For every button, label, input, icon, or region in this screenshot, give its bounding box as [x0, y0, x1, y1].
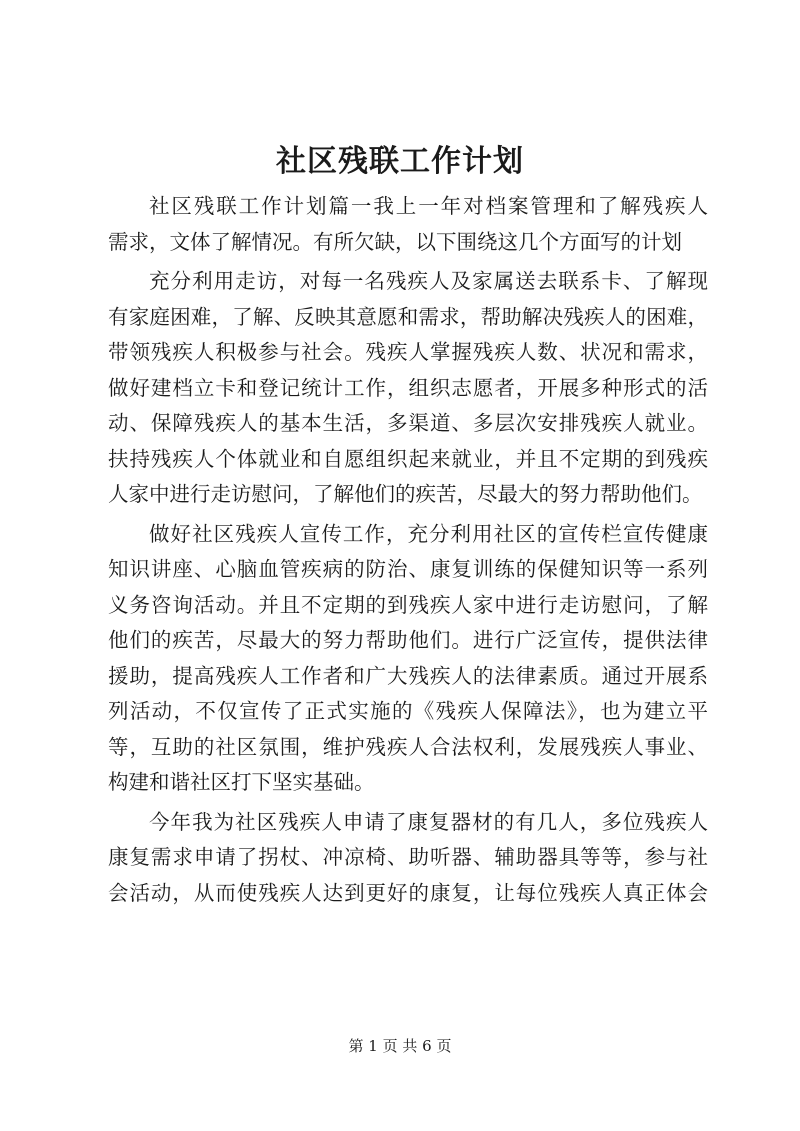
paragraph-line: 需求，文体了解情况。有所欠缺，以下围绕这几个方面写的计划	[108, 229, 682, 254]
document-body	[108, 189, 708, 915]
paragraph-line: 带领残疾人积极参与社会。残疾人掌握残疾人数、状况和需求，	[108, 340, 708, 364]
paragraph-line: 他们的疾苦，尽最大的努力帮助他们。进行广泛宣传，提供法律	[108, 628, 708, 652]
paragraph-line: 康复需求申请了拐杖、冲凉椅、助听器、辅助器具等等，参与社	[108, 845, 708, 869]
paragraph-3	[108, 517, 708, 801]
paragraph-line: 今年我为社区残疾人申请了康复器材的有几人，多位残疾人	[149, 809, 708, 834]
paragraph-line: 扶持残疾人个体就业和自愿组织起来就业，并且不定期的到残疾	[108, 446, 708, 471]
paragraph-line: 构建和谐社区打下坚实基础。	[108, 770, 375, 794]
paragraph-line: 有家庭困难，了解、反映其意愿和需求，帮助解决残疾人的困难，	[108, 304, 708, 329]
document-title: 社区残联工作计划	[276, 144, 524, 179]
paragraph-1	[108, 189, 708, 260]
paragraph-line: 做好建档立卡和登记统计工作，组织志愿者，开展多种形式的活	[108, 375, 708, 400]
paragraph-line: 动、保障残疾人的基本生活，多渠道、多层次安排残疾人就业。	[108, 411, 708, 435]
paragraph-line: 社区残联工作计划篇一我上一年对档案管理和了解残疾人	[149, 194, 708, 218]
paragraph-line: 会活动，从而使残疾人达到更好的康复，让每位残疾人真正体会	[108, 880, 708, 905]
paragraph-line: 知识讲座、心脑血管疾病的防治、康复训练的保健知识等一系列	[108, 557, 708, 581]
paragraph-line: 充分利用走访，对每一名残疾人及家属送去联系卡、了解现	[149, 269, 708, 293]
paragraph-line: 等，互助的社区氛围，维护残疾人合法权利，发展残疾人事业、	[108, 734, 708, 759]
paragraph-line: 列活动，不仅宣传了正式实施的《残疾人保障法》，也为建立平	[108, 699, 708, 723]
paragraph-line: 做好社区残疾人宣传工作，充分利用社区的宣传栏宣传健康	[149, 521, 708, 546]
paragraph-4	[108, 805, 708, 912]
paragraph-2	[108, 264, 708, 513]
paragraph-line: 人家中进行走访慰问，了解他们的疾苦，尽最大的努力帮助他们。	[108, 482, 703, 506]
page-footer: 第 1 页 共 6 页	[348, 1037, 452, 1055]
paragraph-line: 援助，提高残疾人工作者和广大残疾人的法律素质。通过开展系	[108, 663, 708, 688]
paragraph-line: 义务咨询活动。并且不定期的到残疾人家中进行走访慰问，了解	[108, 592, 708, 617]
